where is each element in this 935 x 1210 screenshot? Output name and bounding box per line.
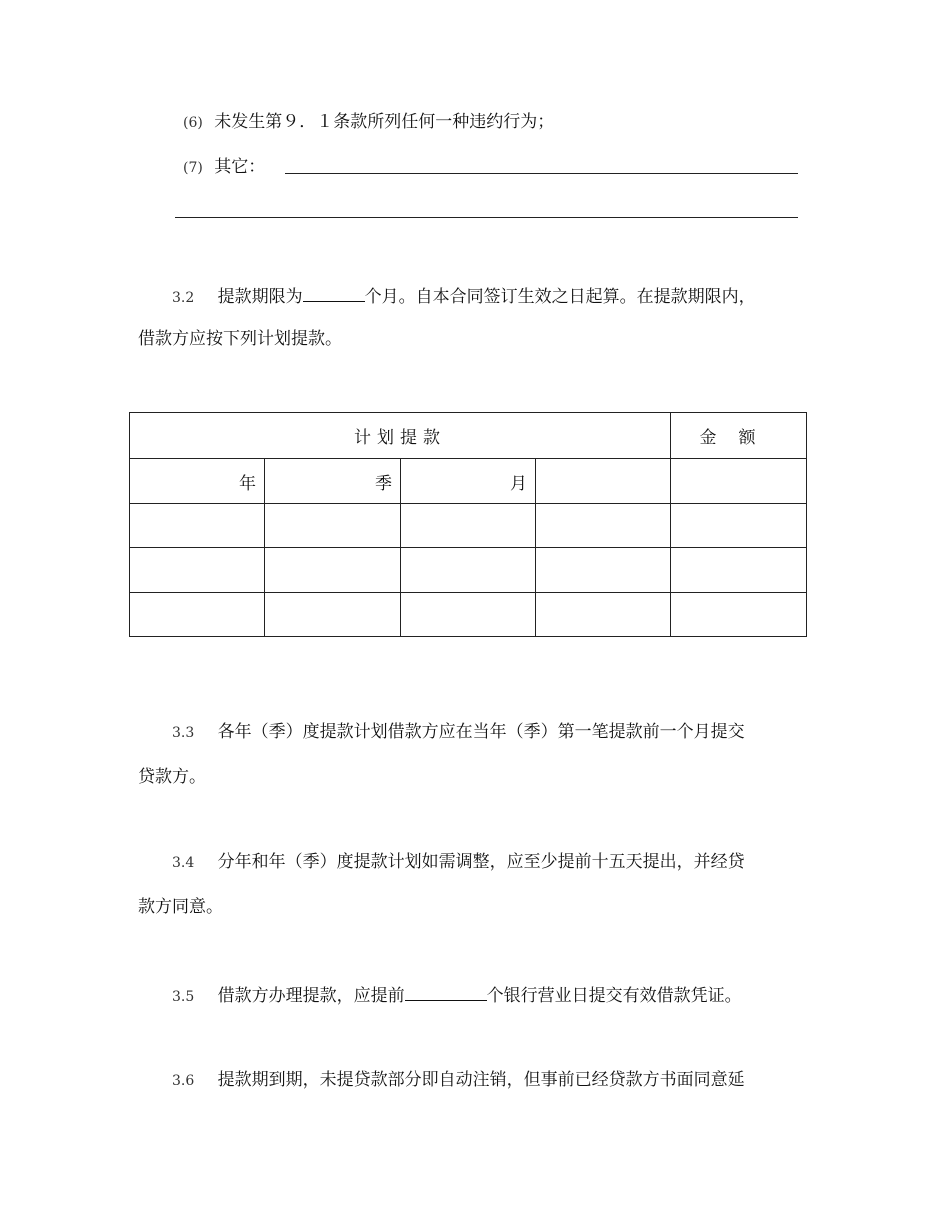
table-cell: [671, 592, 807, 636]
clause-3-5-number: 3.5: [172, 989, 195, 1005]
item-7-blank-line: [285, 173, 798, 174]
clause-3-4-cont: [138, 895, 223, 919]
clause-3-2-number: 3.2: [172, 290, 195, 306]
clause-3-3-text-cont: 贷款方。: [138, 767, 206, 787]
table-cell: [536, 548, 671, 592]
withdrawal-plan-table: [129, 412, 807, 637]
table-cell: [536, 592, 671, 636]
clause-3-6-number: 3.6: [172, 1073, 195, 1089]
clause-3-3-number: 3.3: [172, 725, 195, 741]
table-subheader-row: [130, 459, 807, 503]
table-cell: [671, 548, 807, 592]
table-cell: [265, 548, 401, 592]
sub-season-label: 季: [375, 473, 392, 494]
sub-month-label: 月: [510, 473, 527, 494]
clause-3-6-text: 提款期到期，未提贷款部分即自动注销，但事前已经贷款方书面同意延: [217, 1070, 745, 1090]
table-cell: [130, 503, 265, 547]
clause-3-5-blank: [405, 982, 487, 1001]
clause-3-2-blank: [303, 283, 365, 302]
table-cell: [536, 459, 671, 503]
item-6-number: (6): [183, 115, 203, 131]
clause-3-5-text-b: 个银行营业日提交有效借款凭证。: [486, 986, 742, 1006]
sub-year-cell: [130, 459, 265, 503]
table-cell: [671, 459, 807, 503]
table-row: [130, 548, 807, 592]
clause-3-3: [172, 720, 745, 744]
table-cell: [130, 592, 265, 636]
table-cell: [401, 503, 536, 547]
table-row: [130, 592, 807, 636]
table-cell: [671, 503, 807, 547]
item-7-text: 其它：: [214, 157, 266, 177]
clause-3-2-text-b: 个月。自本合同签订生效之日起算。在提款期限内，: [364, 287, 756, 307]
table-cell: [265, 503, 401, 547]
header-plan-cell: [130, 413, 671, 459]
item-7: [183, 155, 265, 179]
table-cell: [265, 592, 401, 636]
item-6: [183, 110, 554, 134]
header-plan-label: 计划提款: [354, 428, 446, 449]
item-7-blank-line-2: [175, 217, 798, 218]
sub-month-cell: [401, 459, 536, 503]
clause-3-4-text: 分年和年（季）度提款计划如需调整，应至少提前十五天提出，并经贷: [217, 852, 745, 872]
clause-3-3-text: 各年（季）度提款计划借款方应在当年（季）第一笔提款前一个月提交: [217, 722, 745, 742]
clause-3-4-number: 3.4: [172, 855, 195, 871]
table-cell: [130, 548, 265, 592]
clause-3-2-text-cont: 借款方应按下列计划提款。: [138, 329, 342, 349]
clause-3-5-text-a: 借款方办理提款，应提前: [217, 986, 405, 1006]
clause-3-4: [172, 850, 745, 874]
sub-year-label: 年: [239, 473, 256, 494]
table-row: [130, 503, 807, 547]
clause-3-5: [172, 982, 742, 1006]
sub-season-cell: [265, 459, 401, 503]
clause-3-2-text-a: 提款期限为: [217, 287, 303, 307]
clause-3-3-cont: [138, 765, 206, 789]
clause-3-6: [172, 1068, 745, 1092]
table-cell: [401, 548, 536, 592]
clause-3-2: [172, 283, 756, 307]
clause-3-4-text-cont: 款方同意。: [138, 897, 223, 917]
item-7-number: (7): [183, 160, 203, 176]
header-amount-label: 金额: [699, 428, 778, 449]
clause-3-2-cont: [138, 327, 342, 351]
table-cell: [401, 592, 536, 636]
item-6-text: 未发生第９．１条款所列任何一种违约行为；: [214, 112, 555, 132]
table-header-row: [130, 413, 807, 459]
header-amount-cell: [671, 413, 807, 459]
table-cell: [536, 503, 671, 547]
